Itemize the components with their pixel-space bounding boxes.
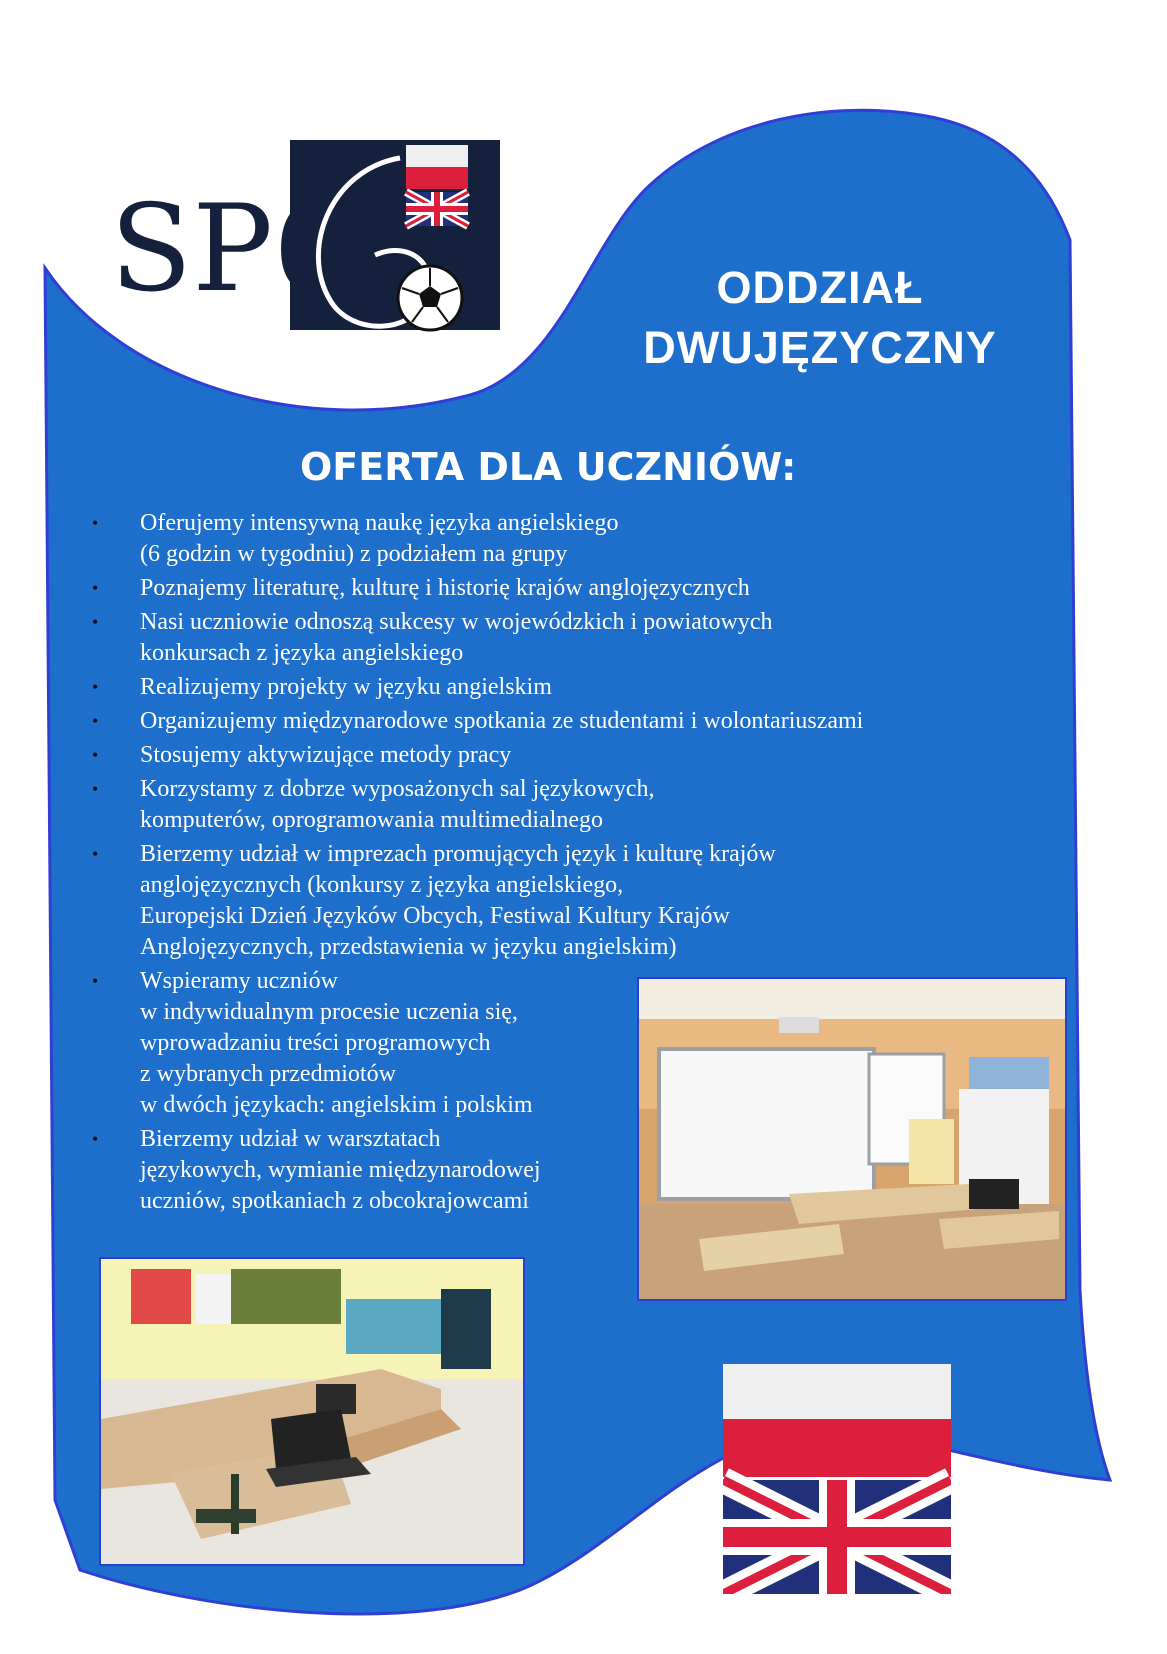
list-item-line: anglojęzycznych (konkursy z języka angielskiego, <box>140 872 624 898</box>
photo-language-lab <box>99 1257 525 1566</box>
list-item <box>88 706 1028 737</box>
bullet: • <box>92 612 99 632</box>
list-item <box>88 508 1028 570</box>
bullet: • <box>92 677 99 697</box>
list-item <box>88 839 1028 963</box>
page-title-line-1: ODDZIAŁ <box>716 262 924 313</box>
bullet: • <box>92 1129 99 1149</box>
list-item-line: w dwóch językach: angielskim i polskim <box>140 1092 533 1118</box>
bullet: • <box>92 578 99 598</box>
bullet: • <box>92 513 99 533</box>
list-item-line: Korzystamy z dobrze wyposażonych sal językowych, <box>140 776 655 802</box>
uk-flag-icon <box>723 1480 951 1594</box>
list-item-line: wprowadzaniu treści programowych <box>140 1030 491 1056</box>
photo-classroom-whiteboard <box>637 977 1067 1301</box>
page-title-line-2: DWUJĘZYCZNY <box>643 322 997 373</box>
list-item-line: z wybranych przedmiotów <box>140 1061 396 1087</box>
list-item-line: Poznajemy literaturę, kulturę i historię krajów anglojęzycznych <box>140 575 750 601</box>
list-item-line: językowych, wymianie międzynarodowej <box>140 1157 541 1183</box>
list-item-line: Oferujemy intensywną naukę języka angielskiego <box>140 510 619 536</box>
offer-heading: OFERTA DLA UCZNIÓW: <box>300 445 797 489</box>
bullet: • <box>92 779 99 799</box>
bullet: • <box>92 844 99 864</box>
bullet: • <box>92 745 99 765</box>
list-item-line: Europejski Dzień Języków Obcych, Festiwal Kultury Krajów <box>140 903 730 929</box>
list-item-line: w indywidualnym procesie uczenia się, <box>140 999 518 1025</box>
poland-flag-icon <box>723 1364 951 1477</box>
logo-mini-flags-icon <box>406 145 468 226</box>
page-title <box>560 258 1080 378</box>
list-item-line: Nasi uczniowie odnoszą sukcesy w wojewódzkich i powiatowych <box>140 609 773 635</box>
list-item-line: uczniów, spotkaniach z obcokrajowcami <box>140 1188 529 1214</box>
bullet: • <box>92 971 99 991</box>
list-item-line: Organizujemy międzynarodowe spotkania ze studentami i wolontariuszami <box>140 708 864 734</box>
flags-poland-uk-icon <box>723 1364 951 1594</box>
list-item <box>88 774 1028 836</box>
school-logo-sp6 <box>110 140 510 360</box>
list-item-line: komputerów, oprogramowania multimedialnego <box>140 807 603 833</box>
list-item <box>88 573 1028 604</box>
list-item <box>88 740 1028 771</box>
list-item-line: Stosujemy aktywizujące metody pracy <box>140 742 512 768</box>
list-item-line: Bierzemy udział w warsztatach <box>140 1126 441 1152</box>
soccer-ball-icon <box>398 266 462 330</box>
bullet: • <box>92 711 99 731</box>
list-item-line: (6 godzin w tygodniu) z podziałem na grupy <box>140 541 568 567</box>
list-item-line: konkursach z języka angielskiego <box>140 640 464 666</box>
list-item-line: Wspieramy uczniów <box>140 968 338 994</box>
list-item-line: Realizujemy projekty w języku angielskim <box>140 674 552 700</box>
list-item-line: Bierzemy udział w imprezach promujących język i kulturę krajów <box>140 841 776 867</box>
list-item <box>88 672 1028 703</box>
logo-text: SP6 <box>110 180 350 319</box>
list-item-line: Anglojęzycznych, przedstawienia w języku angielskim) <box>140 934 677 960</box>
list-item <box>88 607 1028 669</box>
